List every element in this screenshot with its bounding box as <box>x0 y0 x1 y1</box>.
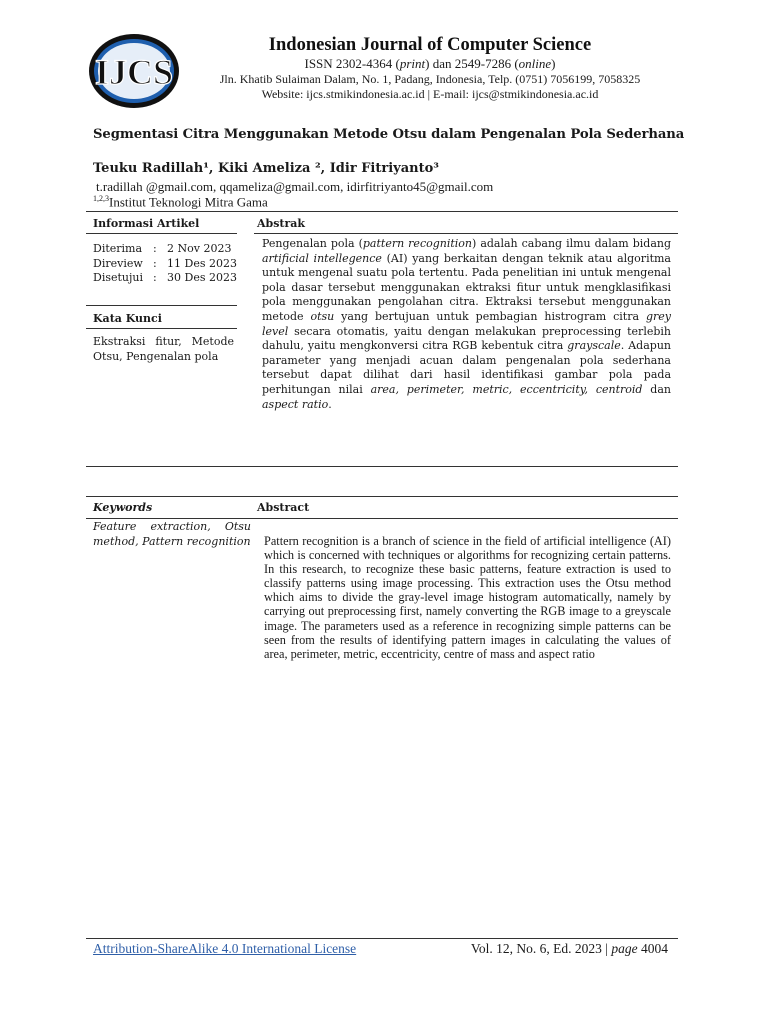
abstrak-heading-rule <box>254 233 678 234</box>
kata-kunci-heading: Kata Kunci <box>93 312 162 325</box>
affiliation: $^{1,2,3}$Institut Teknologi Mitra Gama <box>93 194 268 210</box>
abstract-id-text <box>262 237 671 412</box>
abstract-id-run: area, perimeter, metric, eccentricity, centroid <box>370 382 643 396</box>
abstract-heading: Abstract <box>257 501 310 514</box>
abstract-id-run: aspect ratio <box>262 397 329 411</box>
paper-title: Segmentasi Citra Menggunakan Metode Otsu dalam Pengenalan Pola Sederhana <box>93 127 685 142</box>
abstract-id-run: artificial intellegence <box>262 251 382 265</box>
abstract-id-run: dan <box>642 382 671 396</box>
abstract-en-text: Pattern recognition is a branch of science in the field of artificial intelligence (AI) which is concerned with techniques or algorithms for recognizing certain patterns. In this research, to recognize these basic patterns, feature extraction is used to classify patterns using image processing. This extraction uses the Otsu method which aims to divide the gray-level image histogram automatically, namely by carrying out preprocessing first, namely converting the RGB image to a greyscale image. The parameters used as a reference in recognizing simple patterns can be seen from the results of identifying pattern images in calculating the values of area, perimeter, metric, eccentricity, centre of mass and aspect ratio <box>264 534 671 661</box>
issn-line: ISSN 2302-4364 (print) dan 2549-7286 (online) <box>304 56 556 71</box>
abstract-id-run: otsu <box>310 309 335 323</box>
abstract-id-run: Pengenalan pola ( <box>262 237 363 250</box>
info-heading: Informasi Artikel <box>93 217 200 230</box>
footer-rule <box>86 938 678 939</box>
abstract-id-run: yang bertujuan untuk pembagian histrogram citra <box>334 309 646 323</box>
abstract-id-run: ) adalah cabang ilmu dalam bidang <box>472 237 672 250</box>
article-dates <box>93 242 238 286</box>
table-bottom-rule <box>86 466 678 467</box>
abstract-id-run: . Adapun parameter yang menjadi acuan dalam pengenalan pola sederhana tersebut dapat dilihat dari hasil identifikasi gambar pola pada perhitungan nilai <box>262 339 671 396</box>
journal-title: Indonesian Journal of Computer Science <box>268 35 592 55</box>
abstract-id-run: grayscale <box>567 339 621 353</box>
kata-kunci-rule <box>86 328 237 329</box>
english-heading-rule <box>86 518 678 519</box>
info-heading-rule <box>86 233 237 234</box>
keywords-heading: Keywords <box>93 501 153 514</box>
date-approved: Disetujui : 30 Des 2023 <box>93 271 237 284</box>
abstract-id-run: grey level <box>262 309 672 338</box>
date-received: Diterima : 2 Nov 2023 <box>93 242 232 255</box>
logo-text: IJCS <box>94 52 174 92</box>
keywords-id: Ekstraksi fitur, Metode Otsu, Pengenalan pola <box>93 335 234 363</box>
abstract-id-run: pattern recognition <box>362 237 473 250</box>
journal-address: Jln. Khatib Sulaiman Dalam, No. 1, Padang, Indonesia, Telp. (0751) 7056199, 7058325 <box>219 72 641 86</box>
page-info: Vol. 12, No. 6, Ed. 2023 | page 4004 <box>470 941 668 956</box>
english-top-rule <box>86 496 678 497</box>
dates-rule <box>86 305 237 306</box>
author-emails: t.radillah @gmail.com, qqameliza@gmail.com, idirfitriyanto45@gmail.com <box>96 179 494 194</box>
license-link[interactable]: Attribution-ShareAlike 4.0 International License <box>93 941 357 956</box>
journal-website: Website: ijcs.stmikindonesia.ac.id | E-mail: ijcs@stmikindonesia.ac.id <box>261 87 599 101</box>
authors: Teuku Radillah¹, Kiki Ameliza ², Idir Fitriyanto³ <box>93 161 439 176</box>
date-reviewed: Direview : 11 Des 2023 <box>93 256 237 270</box>
abstract-id-run: secara otomatis, yaitu dengan melakukan preprocessing terlebih dahulu, yaitu mengkonversi citra RGB kebentuk citra <box>262 324 671 353</box>
keywords-en: Feature extraction, Otsu method, Pattern recognition <box>93 520 251 548</box>
abstract-id-run: (AI) yang berkaitan dengan teknik atau algoritma untuk mengenal suatu pola tertentu. Pada penelitian ini untuk mengenal pola dasar tersebut menggunakan ektraksi fitur untuk mengklasifikasi pola menggunakan pengolahan citra. Ektraksi tersebut menggunakan metode <box>262 251 671 323</box>
abstrak-heading: Abstrak <box>257 217 306 230</box>
table-top-rule <box>86 211 678 212</box>
abstract-id-run: . <box>328 397 332 411</box>
journal-logo <box>88 32 180 110</box>
